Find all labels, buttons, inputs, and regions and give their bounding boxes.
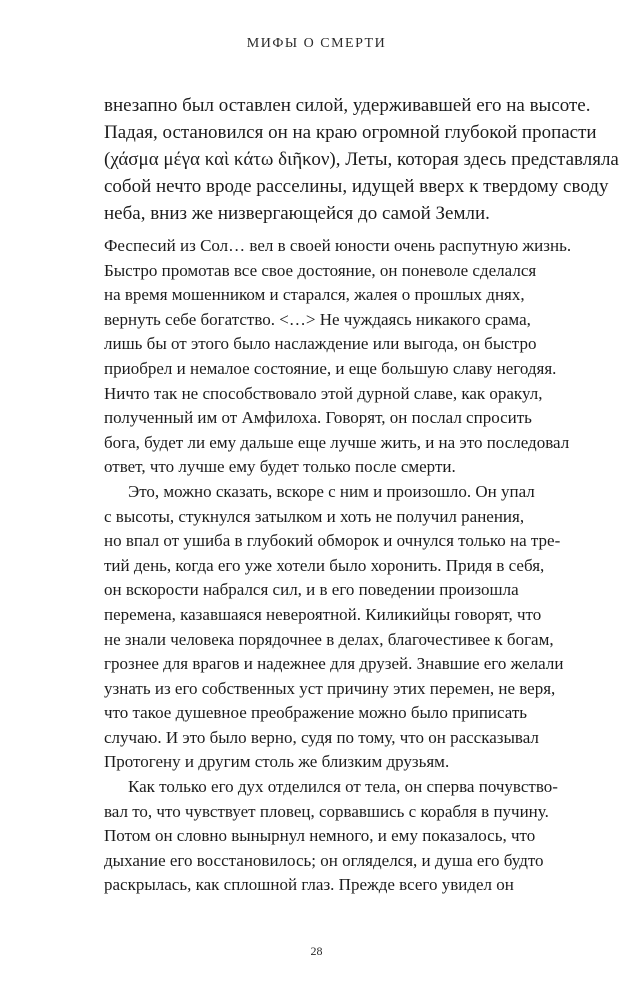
- text-line: неба, вниз же низвергающейся до самой Земли.: [104, 203, 490, 224]
- text-line: на время мошенником и старался, жалея о прошлых днях,: [104, 285, 525, 305]
- text-line: не знали человека порядочнее в делах, благочестивее к богам,: [104, 629, 554, 649]
- text-line: Это, можно сказать, вскоре с ним и произошло. Он упал: [128, 481, 535, 501]
- text-line: что такое душевное преображение можно было приписать: [104, 703, 528, 723]
- page-number: 28: [310, 944, 323, 958]
- text-line: лишь бы от этого было наслаждение или выгода, он быстро: [104, 334, 537, 354]
- main-paragraph: [104, 92, 633, 227]
- text-line: грознее для врагов и надежнее для друзей. Знавшие его желали: [104, 654, 564, 674]
- text-line: с высоты, стукнулся затылком и хоть не получил ранения,: [104, 506, 525, 526]
- text-line: Феспесий из Сол… вел в своей юности очень распутную жизнь.: [104, 236, 572, 255]
- text-line: Падая, остановился он на краю огромной глубокой пропасти: [104, 122, 597, 143]
- quote-paragraph: [104, 775, 633, 898]
- text-line: но впал от ушиба в глубокий обморок и очнулся только на тре-: [104, 531, 561, 551]
- text-line: Как только его дух отделился от тела, он сперва почувство-: [128, 777, 558, 797]
- text-line: дыхание его восстановилось; он огляделся, и душа его будто: [104, 850, 544, 870]
- text-line: полученный им от Амфилоха. Говорят, он послал спросить: [104, 408, 532, 428]
- text-line: перемена, казавшаяся невероятной. Киликийцы говорят, что: [104, 604, 542, 624]
- quote-paragraph: [104, 480, 633, 775]
- text-line: Быстро промотав все свое достояние, он поневоле сделался: [104, 260, 537, 280]
- text-line: приобрел и немалое состояние, и еще большую славу негодяя.: [104, 358, 557, 378]
- text-line: он вскорости набрался сил, и в его поведении произошла: [104, 580, 519, 600]
- text-line: тий день, когда его уже хотели было хоронить. Придя в себя,: [104, 555, 545, 575]
- text-line: вернуть себе богатство. <…> Не чуждаясь никакого срама,: [104, 309, 531, 329]
- text-line: случаю. И это было верно, судя по тому, что он рассказывал: [104, 727, 539, 747]
- text-line: Протогену и другим столь же близким друзьям.: [104, 752, 450, 772]
- text-line: Потом он словно вынырнул немного, и ему показалось, что: [104, 826, 536, 846]
- quote-paragraph: [104, 234, 633, 480]
- text-line: вал то, что чувствует пловец, сорвавшись с корабля в пучину.: [104, 801, 549, 821]
- text-line: узнать из его собственных уст причину этих перемен, не веря,: [104, 678, 556, 698]
- text-line: Ничто так не способствовало этой дурной славе, как оракул,: [104, 383, 543, 403]
- text-line: внезапно был оставлен силой, удерживавшей его на высоте.: [104, 95, 591, 116]
- text-line: раскрылась, как сплошной глаз. Прежде всего увидел он: [104, 875, 514, 895]
- text-line: бога, будет ли ему дальше еще лучше жить, и на это последовал: [104, 432, 570, 452]
- running-head: МИФЫ О СМЕРТИ: [246, 36, 387, 51]
- text-line: (χάσμα μέγα καὶ κάτω διῆκον), Леты, которая здесь представляла: [104, 149, 619, 170]
- text-line: собой нечто вроде расселины, идущей вверх к твердому своду: [104, 176, 609, 197]
- text-line: ответ, что лучше ему будет только после смерти.: [104, 457, 456, 477]
- quotation-block: [104, 234, 633, 898]
